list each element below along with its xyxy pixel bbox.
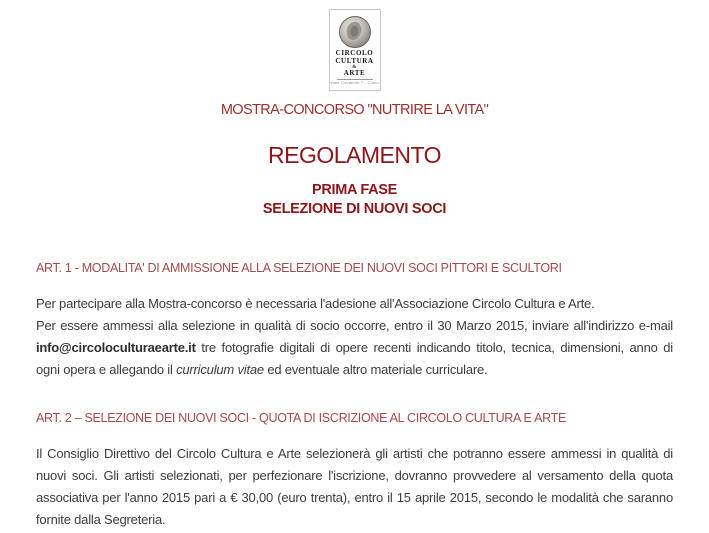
article-1-sentence-1: Per partecipare alla Mostra-concorso è necessaria l'adesione all'Associazione Circolo Cultura e Arte. [36, 296, 595, 311]
article-1-body [36, 293, 673, 381]
association-logo [329, 9, 381, 91]
article-1-heading: ART. 1 - MODALITA' DI AMMISSIONE ALLA SELEZIONE DEI NUOVI SOCI PITTORI E SCULTORI [36, 261, 562, 275]
article-1-text-end: ed eventuale altro materiale curriculare. [263, 362, 488, 377]
event-title: MOSTRA-CONCORSO "NUTRIRE LA VITA" [220, 102, 489, 118]
logo-text-arte: ARTE [343, 69, 366, 77]
logo-address-smallprint: Viale Cavallotti 7 - Como [330, 80, 379, 85]
phase-title-line2: SELEZIONE DI NUOVI SOCI [262, 201, 447, 217]
article-2 [36, 410, 673, 531]
logo-text-circolo: CIRCOLO [335, 49, 374, 57]
article-1-text-before-email: Per essere ammessi alla selezione in qualità di socio occorre, entro il 30 Marzo 2015, inviare all'indirizzo e-mail [36, 318, 673, 333]
curriculum-vitae-term: curriculum vitae [176, 362, 264, 377]
article-2-heading: ART. 2 – SELEZIONE DEI NUOVI SOCI - QUOTA DI ISCRIZIONE AL CIRCOLO CULTURA E ARTE [36, 411, 566, 425]
article-1-text-after-email: tre fotografie digitali di opere recenti indicando titolo, tecnica, dimensioni, anno di ogni opera e allegando il [36, 340, 673, 377]
logo-text-cultura: CULTURA [335, 56, 374, 65]
article-1 [36, 260, 673, 381]
coin-medallion-icon [330, 15, 380, 49]
phase-title-line1: PRIMA FASE [311, 182, 398, 198]
article-2-body: Il Consiglio Direttivo del Circolo Cultura e Arte selezionerà gli artisti che potranno essere ammessi in qualità di nuovi soci. Gli artisti selezionati, per perfezionare l'iscrizione, dovranno provvedere al versamento della quota associativa per l'anno 2015 pari a € 30,00 (euro trenta), entro il 15 aprile 2015, secondo le modalità che saranno fornite dalla Segreteria. [36, 446, 673, 527]
document-title: REGOLAMENTO [268, 142, 441, 168]
email-address: info@circoloculturaearte.it [36, 340, 196, 355]
logo-text-ampersand: & [352, 65, 357, 70]
